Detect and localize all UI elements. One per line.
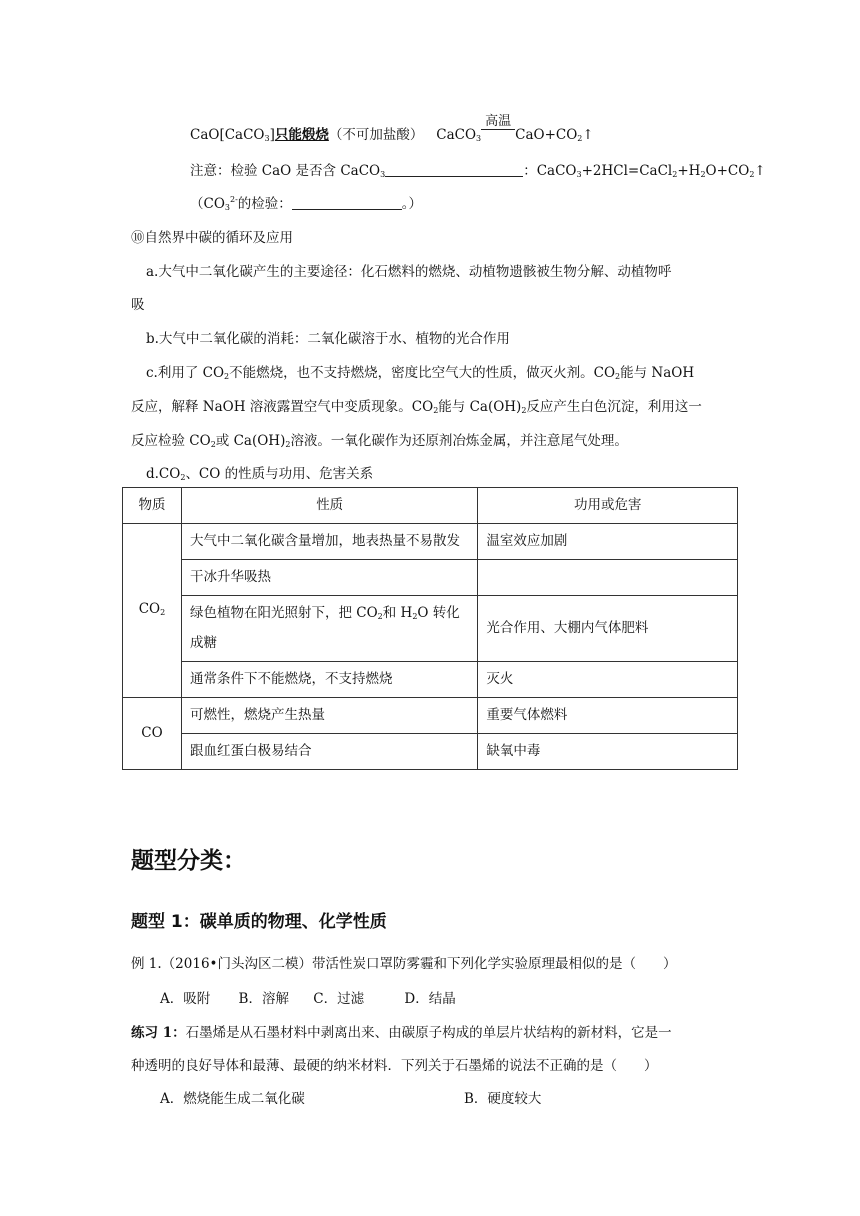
equation-line-cao: CaO[CaCO$_3$]只能煅烧（不可加盐酸） CaCO$_3$ 高温 $CaO+CO_2↑$ xyxy=(190,114,594,143)
option-b: B．溶解 xyxy=(238,991,289,1007)
property-cell: 干冰升华吸热 xyxy=(181,560,477,596)
paragraph-b: b.大气中二氧化碳的消耗：二氧化碳溶于水、植物的光合作用 xyxy=(146,331,510,347)
section-heading: 题型分类： xyxy=(131,848,246,874)
option-c: C．过滤 xyxy=(313,991,365,1007)
paragraph-c-line1: c.利用了 $CO_2$不能燃烧，也不支持燃烧，密度比空气大的性质，做灭火剂。$CO_2$能与 NaOH xyxy=(146,365,695,381)
practice-1-options xyxy=(160,1087,305,1107)
property-cell: 可燃性，燃烧产生热量 xyxy=(181,698,477,734)
property-cell: 绿色植物在阳光照射下，把 $CO_2$和 $H_2O$ 转化成糖 xyxy=(181,596,477,662)
table-header-row xyxy=(123,488,738,524)
property-cell: 跟血红蛋白极易结合 xyxy=(181,734,477,770)
example-1-question: 例 1.（2016•门头沟区二模）带活性炭口罩防雾霾和下列化学实验原理最相似的是（ ） xyxy=(131,956,677,972)
substance-co: CO xyxy=(123,698,182,770)
use-cell: 光合作用、大棚内气体肥料 xyxy=(478,596,738,662)
note-line: 注意：检验 CaO 是否含 CaCO$_3$ ：$CaCO_3+2HCl=CaCl_2+H_2O+CO_2↑$ xyxy=(190,163,766,179)
option-a: A．吸附 xyxy=(160,991,211,1007)
paragraph-c-line3: 反应检验 $CO_2$或 $Ca(OH)_2$溶液。一氧化碳作为还原剂冶炼金属，并注意尾气处理。 xyxy=(131,433,628,449)
properties-table xyxy=(122,487,738,770)
table-row xyxy=(123,596,738,662)
paragraph-a: a.大气中二氧化碳产生的主要途径：化石燃料的燃烧、动植物遗骸被生物分解、动植物呼 xyxy=(146,264,672,280)
substance-co2: $CO_2$ xyxy=(123,524,182,698)
table-header: 功用或危害 xyxy=(478,488,738,524)
table-row xyxy=(123,560,738,596)
use-cell: 灭火 xyxy=(478,662,738,698)
reaction-condition: 高温 xyxy=(481,127,515,143)
table-row xyxy=(123,662,738,698)
bold-note: 只能煅烧 xyxy=(274,127,329,143)
table-row xyxy=(123,524,738,560)
practice-1-line2: 种透明的良好导体和最薄、最硬的纳米材料．下列关于石墨烯的说法不正确的是（ ） xyxy=(131,1058,658,1074)
practice-1-line1: 练习 1：石墨烯是从石墨材料中剥离出来、由碳原子构成的单层片状结构的新材料，它是一 xyxy=(131,1025,672,1041)
co3-check-line: （$CO_3^{2-}$的检验： 。） xyxy=(190,195,423,212)
blank-field xyxy=(292,195,402,210)
question-type-heading: 题型 1：碳单质的物理、化学性质 xyxy=(131,912,387,932)
practice-1-option-b: B．硬度较大 xyxy=(464,1091,542,1107)
use-cell: 缺氧中毒 xyxy=(478,734,738,770)
paragraph-c-line2: 反应，解释 NaOH 溶液露置空气中变质现象。$CO_2$能与 $Ca(OH)_2$反应产生白色沉淀，利用这一 xyxy=(131,399,702,415)
example-1-options xyxy=(160,987,456,1007)
blank-field xyxy=(385,162,523,177)
section-10-title: ⑩自然界中碳的循环及应用 xyxy=(131,230,293,246)
table-header: 物质 xyxy=(123,488,182,524)
table-row xyxy=(123,734,738,770)
property-cell: 大气中二氧化碳含量增加，地表热量不易散发 xyxy=(181,524,477,560)
practice-label: 练习 1： xyxy=(131,1025,186,1041)
use-cell: 温室效应加剧 xyxy=(478,524,738,560)
paragraph-d: $d.CO_2$、CO 的性质与功用、危害关系 xyxy=(146,466,374,482)
use-cell: 重要气体燃料 xyxy=(478,698,738,734)
option-d: D．结晶 xyxy=(404,991,456,1007)
option-a: A．燃烧能生成二氧化碳 xyxy=(160,1091,305,1107)
property-cell: 通常条件下不能燃烧，不支持燃烧 xyxy=(181,662,477,698)
paragraph-a-cont: 吸 xyxy=(131,297,145,313)
table-row xyxy=(123,698,738,734)
table-header: 性质 xyxy=(181,488,477,524)
use-cell xyxy=(478,560,738,596)
